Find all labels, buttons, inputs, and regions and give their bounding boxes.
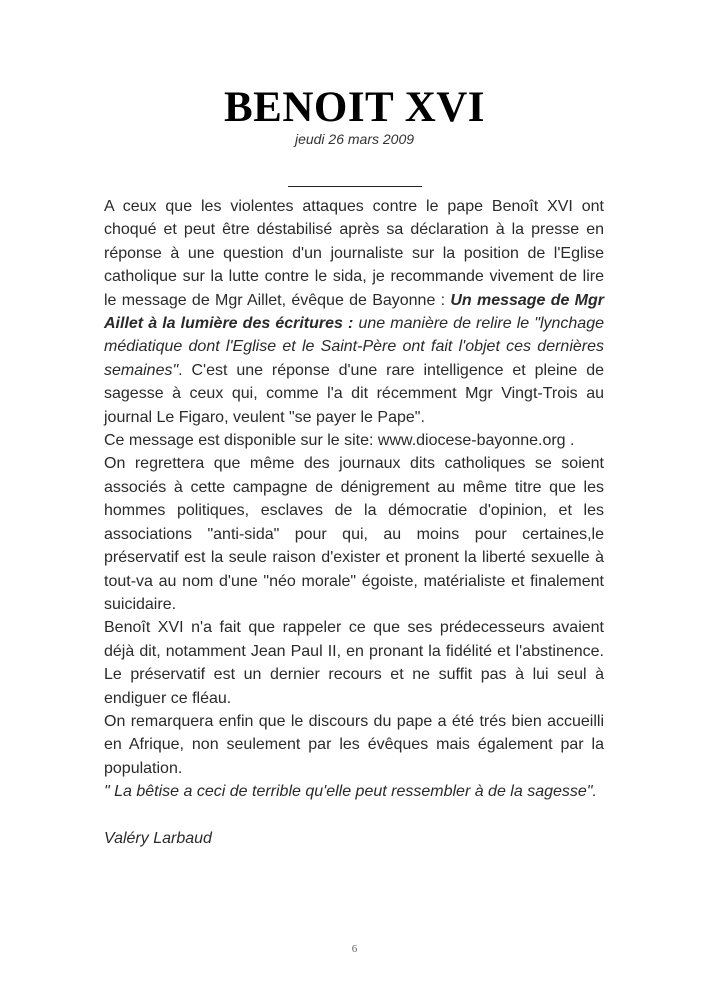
message-link-title[interactable]: Un message de Mgr Aillet à la lumière des écritures — [104, 291, 605, 333]
paragraph-criticism: On regrettera que même des journaux dits catholiques se soient associés à cette campagne de dénigrement au même titre que les hommes politiques, esclaves de la démocratie d'opinion, et les associations "anti-sida" pour qui, au moins pour certaines,le préservatif est la seule raison d'exister et pronent la liberté sexuelle à tout-va au nom d'une "néo morale" égoiste, matérialiste et finalement suicidaire. — [104, 455, 604, 613]
message-subtitle: une manière de relire le "lynchage médiatique dont l'Eglise et le Saint-Père ont fait l'objet ces dernières semaines" — [104, 315, 605, 379]
closing-quote: " La bêtise a ceci de terrible qu'elle peut ressembler à de la sagesse". — [104, 783, 597, 801]
paragraph-predecessors: Benoît XVI n'a fait que rappeler ce que ses prédecesseurs avaient déjà dit, notamment Jean Paul II, en pronant la fidélité et l'abstinence. Le préservatif est un dernier recours et ne suffit pas à lui seul à endiguer ce fléau. — [104, 619, 604, 707]
title-colon: : — [342, 315, 359, 333]
page-number: 6 — [351, 943, 358, 955]
intro-text: A ceux que les violentes attaques contre le pape Benoît XVI ont choqué et peut être déstabilisé après sa déclaration à la presse en réponse à une question d'un journaliste sur la position de l'Eglise catholique sur la lutte contre le sida, je recommande vivement de lire le message de Mgr Aillet, évêque de Bayonne : — [104, 198, 604, 309]
intro-conclusion: . C'est une réponse d'une rare intelligence et pleine de sagesse à ceux qui, comme l'a dit récemment Mgr Vingt-Trois au journal Le Figaro, veulent "se payer le Pape". — [104, 361, 604, 426]
paragraph-africa: On remarquera enfin que le discours du pape a été trés bien accueilli en Afrique, non seulement par les évêques mais également par la population. — [104, 712, 604, 777]
page-title: BENOIT XVI — [223, 84, 486, 131]
publication-date: jeudi 26 mars 2009 — [294, 131, 415, 147]
title-divider — [288, 186, 422, 187]
blank-line — [104, 804, 604, 827]
paragraph-website: Ce message est disponible sur le site: www.diocese-bayonne.org . — [104, 432, 575, 450]
quote-author: Valéry Larbaud — [104, 829, 212, 847]
paragraph-intro — [104, 195, 604, 429]
article-body — [104, 195, 604, 850]
